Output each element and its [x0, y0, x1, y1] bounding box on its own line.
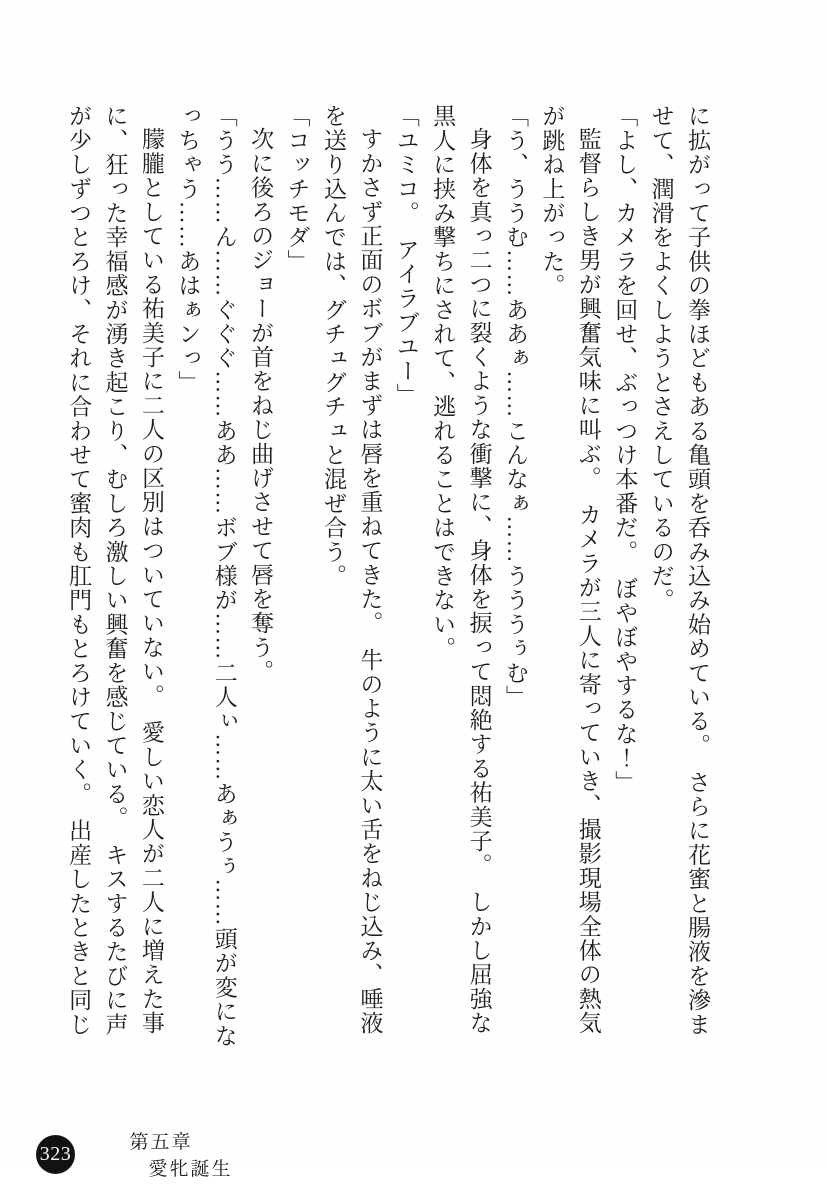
chapter-label: 第五章	[129, 1132, 193, 1153]
narration-paragraph: 身体を真っ二つに裂くような衝撃に、身体を捩って悶絶する祐美子。 しかし屈強な黒人に挟み撃ちにされて、逃れることはできない。	[430, 104, 492, 1036]
page-number: 323	[39, 1142, 72, 1165]
dialogue-paragraph: 「うう……ん……ぐぐぐ……ああ……ボブ様が……二人ぃ……あぁうぅ……頭が変になっちゃう……あはぁンっ」	[175, 104, 237, 1048]
chapter-title: 愛牝誕生	[148, 1159, 233, 1180]
page-number-badge	[36, 1135, 75, 1174]
dialogue-paragraph: 「よし、カメラを回せ、ぶっつけ本番だ。 ぼやぼやするな！」	[612, 104, 638, 795]
paragraph-continuation: に拡がって子供の拳ほどもある亀頭を呑み込み始めている。 さらに花蜜と腸液を滲ませて、潤滑をよくしようとさえしているのだ。	[648, 104, 710, 1037]
running-title	[89, 1105, 233, 1203]
vertical-text-block	[60, 104, 715, 1052]
narration-paragraph: 監督らしき男が興奮気味に叫ぶ。 カメラが三人に寄っていき、撮影現場全体の熱気が跳ね上がった。	[539, 104, 601, 1036]
dialogue-paragraph: 「コッチモダ」	[284, 104, 310, 274]
narration-paragraph: 朦朧としている祐美子に二人の区別はついていない。 愛しい恋人が二人に増えた事に、狂った幸福感が湧き起こり、むしろ激しい興奮を感じている。 キスするたびに声が少しずつとろけ、それに合わせて蜜肉も肛門もとろけていく。 出産したときと同じ	[66, 104, 164, 1037]
page-footer	[36, 1105, 233, 1203]
narration-paragraph: 次に後ろのジョーが首をねじ曲げさせて唇を奪う。	[248, 127, 274, 684]
dialogue-paragraph: 「う、ううむ……ああぁ……こんなぁ……うううぅむ」	[502, 104, 528, 709]
dialogue-paragraph: 「ユミコ。 アイラブユー」	[393, 104, 419, 408]
narration-paragraph: すかさず正面のボブがまずは唇を重ねてきた。 牛のように太い舌をねじ込み、唾液を送り込んでは、グチュグチュと混ぜ合う。	[320, 104, 383, 1036]
